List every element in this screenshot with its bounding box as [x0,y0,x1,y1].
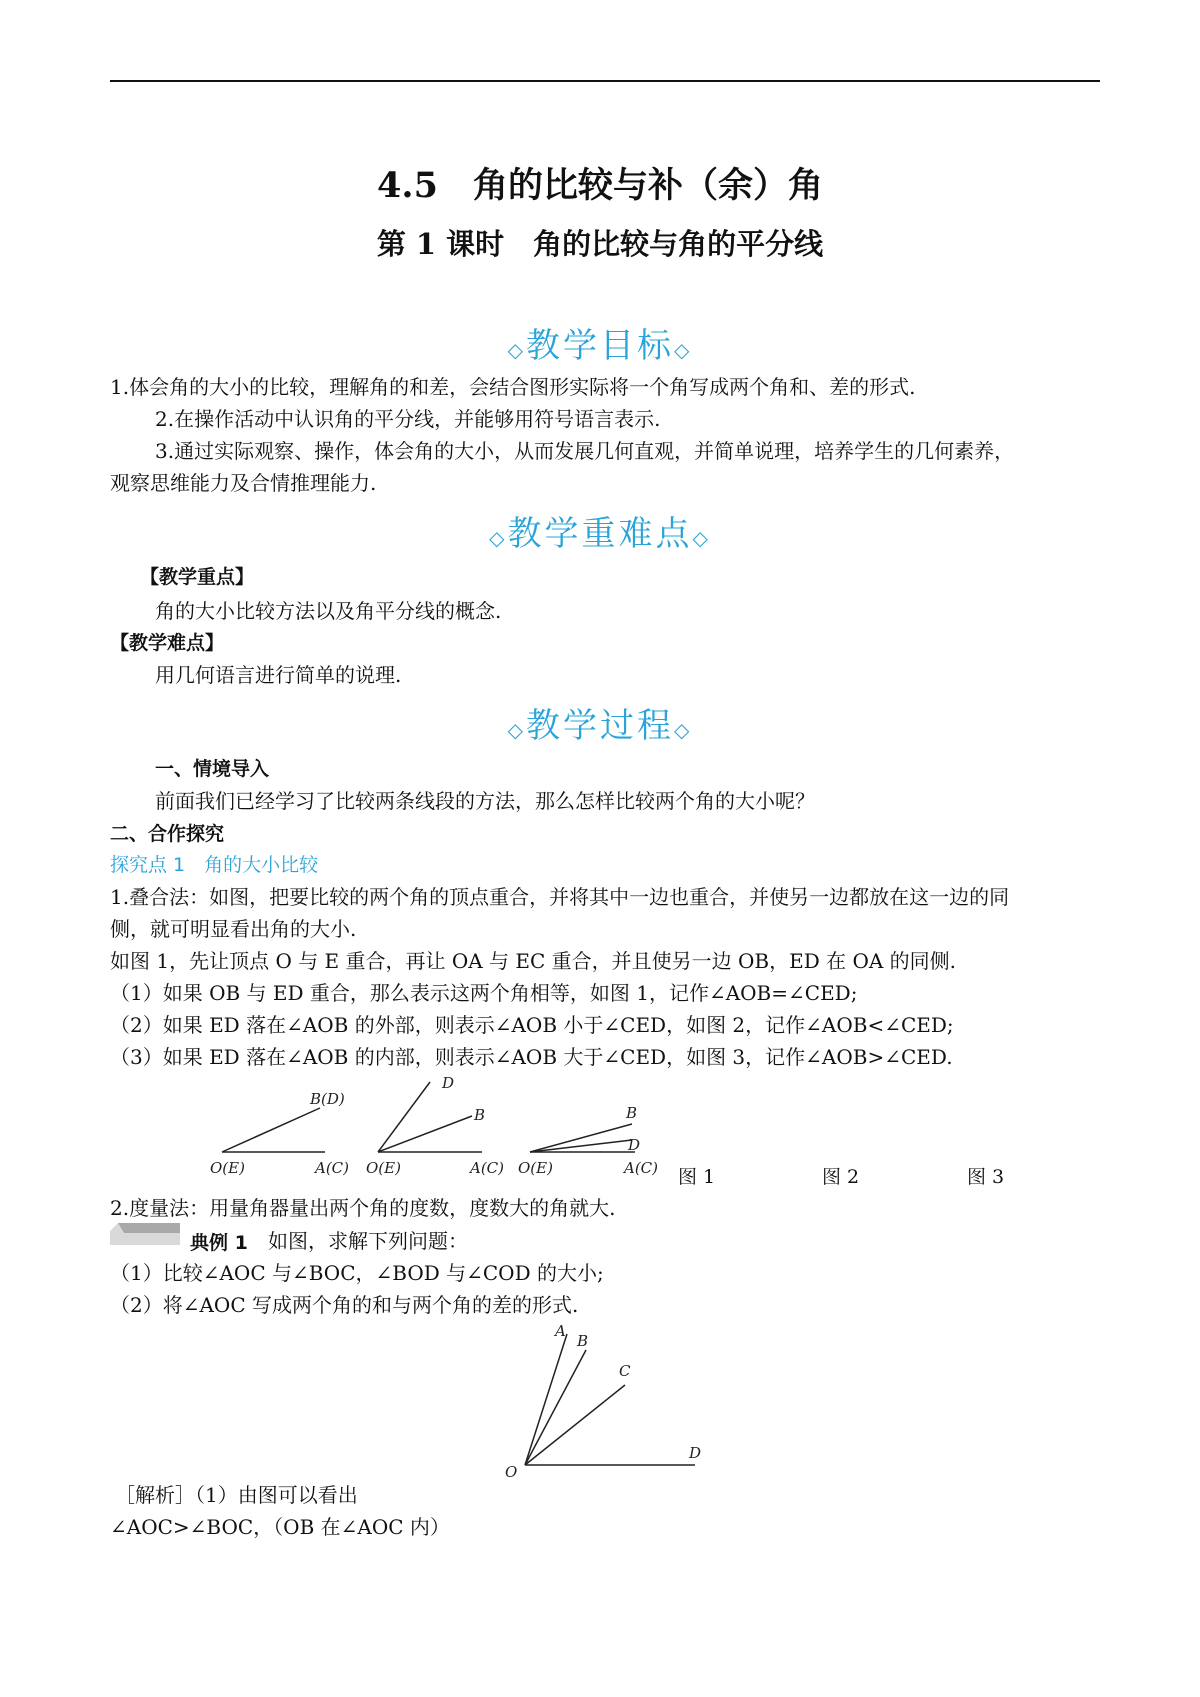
diamond-icon: ◇ [674,718,693,742]
objective-2: 2.在操作活动中认识角的平分线，并能够用符号语言表示. [155,407,661,431]
fig1-right-label: A(C) [315,1159,350,1177]
objective-1: 1.体会角的大小的比较，理解角的和差，会结合图形实际将一个角写成两个角和、差的形式. [110,375,916,399]
example-label-a: A [555,1322,566,1340]
lesson-title: 4.5 角的比较与补（余）角 [377,165,823,206]
example-angle-figure [495,1320,720,1480]
focus-label: 【教学重点】 [140,566,255,588]
method2: 2.度量法：用量角器量出两个角的度数，度数大的角就大. [110,1196,616,1220]
fig3-mid-label: D [628,1136,641,1154]
case-1: （1）如果 OB 与 ED 重合，那么表示这两个角相等，如图 1，记作∠AOB=∠CED; [110,981,858,1005]
fig2-left-label: O(E) [366,1159,401,1177]
section-process-heading [0,698,1200,747]
example-question-2: （2）将∠AOC 写成两个角的和与两个角的差的形式. [110,1293,579,1317]
angle-comparison-figures [200,1070,680,1180]
figure-3-label: 图 3 [967,1166,1005,1188]
fig3-left-label: O(E) [518,1159,553,1177]
figure-2-label: 图 2 [822,1166,860,1188]
diamond-icon: ◇ [692,526,711,550]
section-keypoints-title: 教学重难点 [507,514,693,554]
method1-line2: 侧，就可明显看出角的大小. [110,917,357,941]
example-label-c: C [619,1362,631,1380]
example-question-1: （1）比较∠AOC 与∠BOC，∠BOD 与∠COD 的大小; [110,1261,604,1285]
figure-3-diagram [518,1104,658,1177]
part1-text: 前面我们已经学习了比较两条线段的方法，那么怎样比较两个角的大小呢？ [155,789,815,813]
fig2-mid-label: B [474,1106,486,1124]
part2-title: 二、合作探究 [110,823,225,845]
example-label-o: O [505,1463,518,1480]
fig3-top-label: B [626,1104,638,1122]
diamond-icon: ◇ [507,718,526,742]
part1-title: 一、情境导入 [155,758,270,780]
section-keypoints-heading [0,506,1200,555]
analysis-text: （1）由图可以看出 [195,1483,358,1507]
example-text: 如图，求解下列问题： [268,1229,468,1253]
example-label-d: D [689,1444,702,1462]
example-marker-icon [110,1223,180,1245]
example-label-b: B [577,1332,589,1350]
figure-1-diagram [210,1090,349,1177]
objective-3-cont: 观察思维能力及合情推理能力. [110,471,377,495]
section-objectives-title: 教学目标 [526,326,674,366]
analysis-line-2: ∠AOC>∠BOC，（OB 在∠AOC 内） [110,1515,450,1539]
figure-2-diagram [366,1074,504,1177]
figure-description: 如图 1，先让顶点 O 与 E 重合，再让 OA 与 EC 重合，并且使另一边 OB，ED 在 OA 的同侧. [110,949,957,973]
diamond-icon: ◇ [507,338,526,362]
figure-1-label: 图 1 [678,1166,716,1188]
case-3: （3）如果 ED 落在∠AOB 的内部，则表示∠AOB 大于∠CED，如图 3，记作∠AOB>∠CED. [110,1045,953,1069]
point1-title: 探究点 1 角的大小比较 [110,854,319,876]
case-2: （2）如果 ED 落在∠AOB 的外部，则表示∠AOB 小于∠CED，如图 2，记作∠AOB<∠CED; [110,1013,954,1037]
header-rule [110,80,1100,82]
analysis-line-1 [115,1480,358,1510]
fig3-right-label: A(C) [624,1159,659,1177]
fig1-left-label: O(E) [210,1159,245,1177]
focus-text: 角的大小比较方法以及角平分线的概念. [155,599,502,623]
difficulty-label: 【教学难点】 [110,632,225,654]
method1-line1: 1.叠合法：如图，把要比较的两个角的顶点重合，并将其中一边也重合，并使另一边都放在这一边的同 [110,885,1010,909]
fig2-top-label: D [442,1074,455,1092]
example-label: 典例 1 [190,1232,248,1254]
fig2-right-label: A(C) [470,1159,505,1177]
fig1-top-label: B(D) [310,1090,345,1108]
objective-3: 3.通过实际观察、操作，体会角的大小，从而发展几何直观，并简单说理，培养学生的几何素养， [155,439,1015,463]
diamond-icon: ◇ [674,338,693,362]
analysis-label: ［解析］ [115,1483,195,1507]
section-objectives-heading [0,318,1200,367]
section-process-title: 教学过程 [526,706,674,746]
difficulty-text: 用几何语言进行简单的说理. [155,663,402,687]
lesson-subtitle: 第 1 课时 角的比较与角的平分线 [376,227,824,261]
diamond-icon: ◇ [489,526,508,550]
